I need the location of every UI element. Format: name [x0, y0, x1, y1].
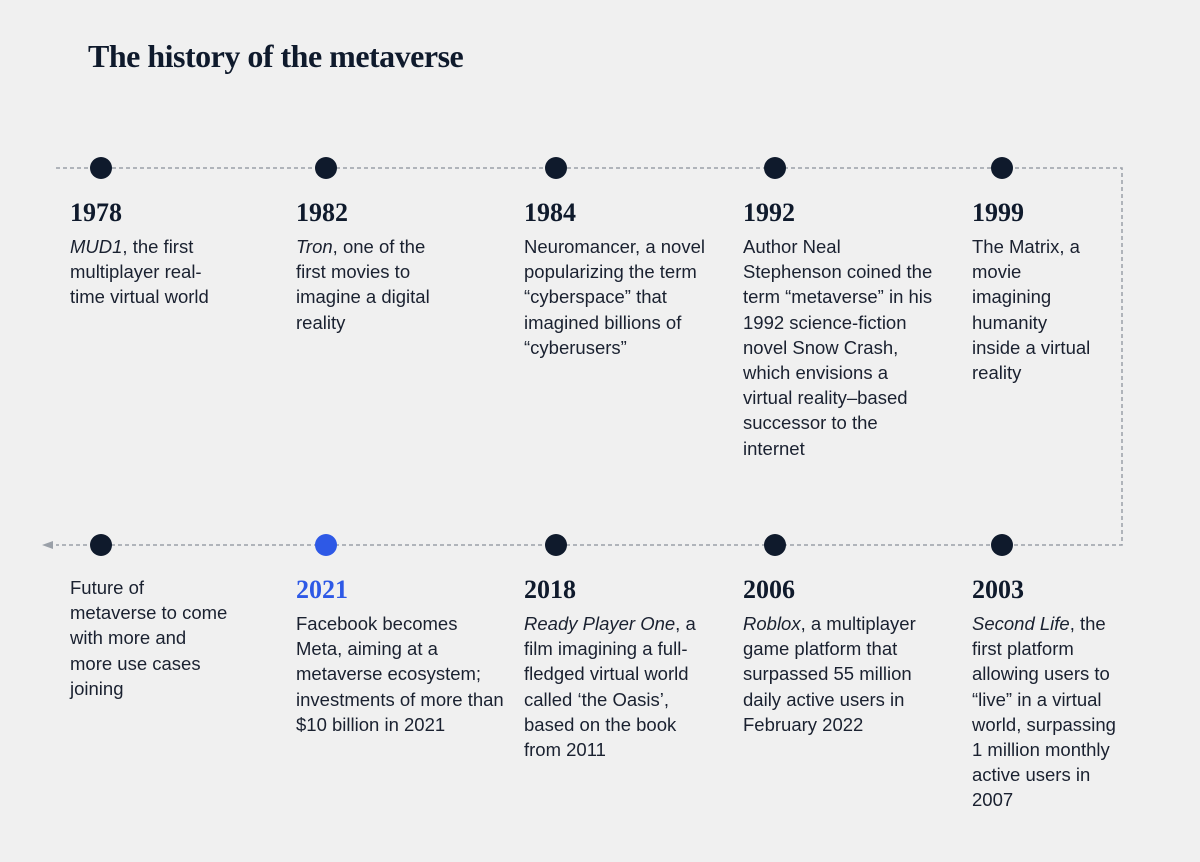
timeline-event-2018	[524, 575, 709, 762]
timeline-event-1992	[743, 198, 933, 461]
timeline-dot-1999	[991, 157, 1013, 179]
timeline-dot-2006	[764, 534, 786, 556]
timeline-dot-1984	[545, 157, 567, 179]
event-description: Facebook becomes Meta, aiming at a metaverse ecosystem; investments of more than $10 billion in 2021	[296, 613, 504, 735]
timeline-dot-1978	[90, 157, 112, 179]
event-year: 1982	[296, 198, 348, 227]
event-description: Tron, one of the first movies to imagine a digital reality	[296, 236, 430, 333]
event-year: 2021	[296, 575, 348, 604]
event-description: The Matrix, a movie imagining humanity inside a virtual reality	[972, 236, 1091, 384]
timeline-dot-1992	[764, 157, 786, 179]
timeline-dot-2003	[991, 534, 1013, 556]
timeline-event-2003	[972, 575, 1122, 813]
event-year: 1978	[70, 198, 122, 227]
timeline-event-2006	[743, 575, 933, 737]
timeline-dot-future	[90, 534, 112, 556]
event-description: Neuromancer, a novel popularizing the term “cyberspace” that imagined billions of “cyberusers”	[524, 236, 705, 358]
event-year: 1992	[743, 198, 795, 227]
timeline-dot-2018	[545, 534, 567, 556]
event-description: Second Life, the first platform allowing users to “live” in a virtual world, surpassing 1 million monthly active users in 2007	[972, 613, 1116, 811]
timeline-arrow-icon	[42, 541, 53, 549]
event-description: Future of metaverse to come with more and more use cases joining	[70, 577, 228, 699]
timeline-dot-1982	[315, 157, 337, 179]
timeline-event-1978	[70, 198, 230, 310]
event-description: Ready Player One, a film imagining a full-fledged virtual world called ‘the Oasis’, based on the book from 2011	[524, 613, 696, 761]
timeline-event-1984	[524, 198, 724, 360]
event-description: Roblox, a multiplayer game platform that surpassed 55 million daily active users in February 2022	[743, 613, 916, 735]
event-year: 2003	[972, 575, 1024, 604]
event-description: Author Neal Stephenson coined the term “metaverse” in his 1992 science-fiction novel Snow Crash, which envisions a virtual reality–based successor to the internet	[743, 236, 933, 459]
event-year: 1984	[524, 198, 576, 227]
timeline-event-1999	[972, 198, 1092, 385]
page-title: The history of the metaverse	[88, 38, 464, 74]
timeline-event-1982	[296, 198, 446, 335]
event-year: 2006	[743, 575, 795, 604]
timeline-dot-2021	[315, 534, 337, 556]
event-description: MUD1, the first multiplayer real-time virtual world	[70, 236, 209, 308]
event-year: 1999	[972, 198, 1024, 227]
timeline-event-2021	[296, 575, 506, 737]
event-year: 2018	[524, 575, 576, 604]
timeline-event-future	[70, 575, 230, 701]
